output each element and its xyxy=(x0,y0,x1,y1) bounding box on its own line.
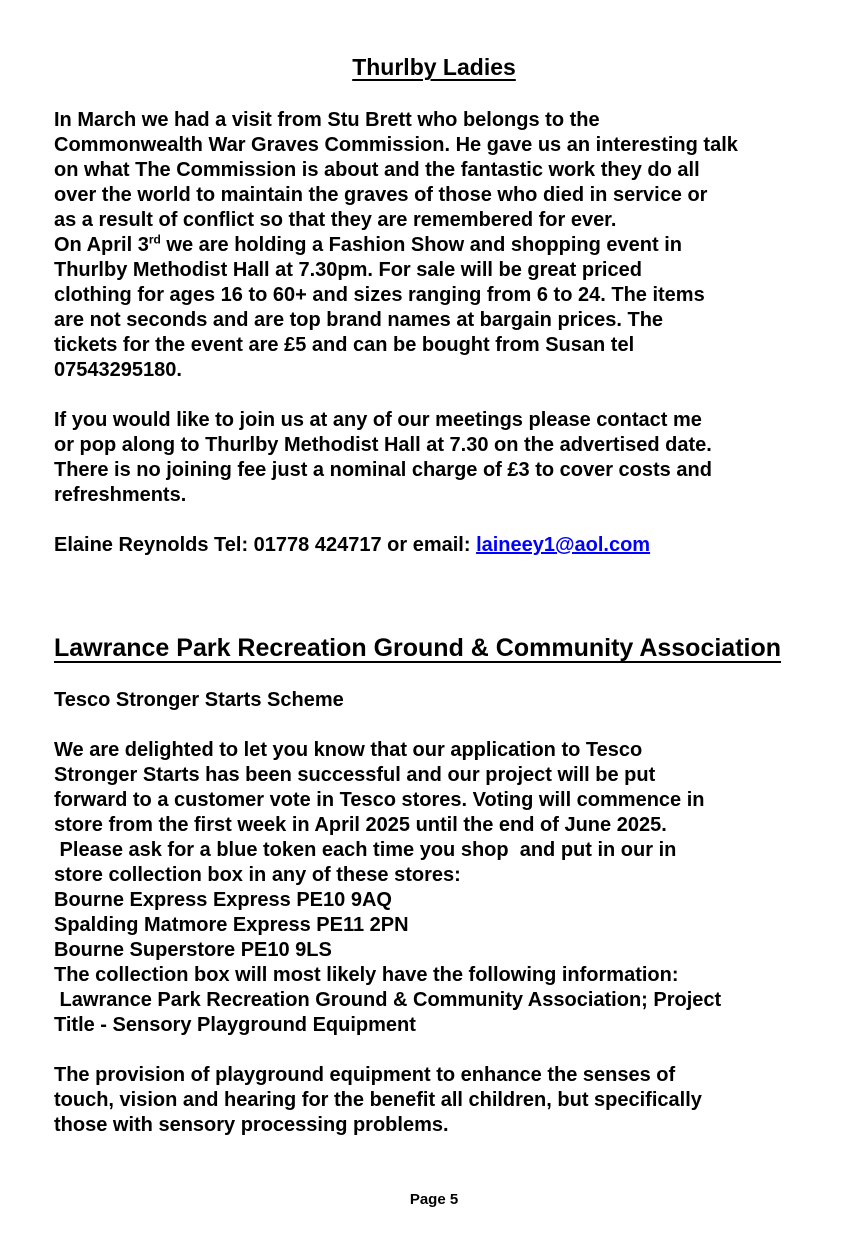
text-line: on what The Commission is about and the fantastic work they do all xyxy=(54,159,700,181)
paragraph-provision xyxy=(54,1063,814,1138)
text-line: The provision of playground equipment to enhance the senses of xyxy=(54,1064,676,1086)
text-line: those with sensory processing problems. xyxy=(54,1114,449,1136)
text-line: There is no joining fee just a nominal charge of £3 to cover costs and xyxy=(54,459,712,481)
text-line: over the world to maintain the graves of those who died in service or xyxy=(54,184,708,206)
text-line: The collection box will most likely have the following information: xyxy=(54,964,679,986)
tesco-scheme-subtitle: Tesco Stronger Starts Scheme xyxy=(54,689,344,711)
paragraph-tesco-scheme xyxy=(54,738,814,1038)
text-line: store from the first week in April 2025 until the end of June 2025. xyxy=(54,814,667,836)
text-line: Bourne Express Express PE10 9AQ xyxy=(54,889,392,911)
contact-text: Elaine Reynolds Tel: 01778 424717 or email: xyxy=(54,534,477,556)
page-content xyxy=(0,52,868,1210)
text-line: touch, vision and hearing for the benefit all children, but specifically xyxy=(54,1089,702,1111)
text-line: In March we had a visit from Stu Brett who belongs to the xyxy=(54,109,600,131)
text-line: 07543295180. xyxy=(54,359,182,381)
email-link[interactable]: laineey1@aol.com xyxy=(476,534,651,556)
text-line: are not seconds and are top brand names at bargain prices. The xyxy=(54,309,664,331)
text-line: tickets for the event are £5 and can be bought from Susan tel xyxy=(54,334,635,356)
text-line: or pop along to Thurlby Methodist Hall at 7.30 on the advertised date. xyxy=(54,434,712,456)
ordinal-suffix: rd xyxy=(148,232,161,247)
april-event-lines xyxy=(54,258,814,383)
paragraph-march-visit xyxy=(54,108,814,233)
text-line: Please ask for a blue token each time you shop and put in our in xyxy=(54,839,677,861)
text-line: Stronger Starts has been successful and our project will be put xyxy=(54,764,656,786)
paragraph-join-us xyxy=(54,408,814,508)
text-line: refreshments. xyxy=(54,484,187,506)
contact-line xyxy=(54,533,814,558)
paragraph-april-event xyxy=(54,233,814,383)
text-line: We are delighted to let you know that our application to Tesco xyxy=(54,739,643,761)
april-date-prefix: On April 3 xyxy=(54,234,149,256)
text-line: as a result of conflict so that they are remembered for ever. xyxy=(54,209,617,231)
text-line: Commonwealth War Graves Commission. He gave us an interesting talk xyxy=(54,134,738,156)
text-line: Title - Sensory Playground Equipment xyxy=(54,1014,416,1036)
text-line: Lawrance Park Recreation Ground & Community Association; Project xyxy=(54,989,722,1011)
thurlby-ladies-title: Thurlby Ladies xyxy=(352,54,516,80)
april-event-line-rest: we are holding a Fashion Show and shopping event in xyxy=(160,234,682,256)
text-line: clothing for ages 16 to 60+ and sizes ranging from 6 to 24. The items xyxy=(54,284,705,306)
lawrance-park-section-title: Lawrance Park Recreation Ground & Community Association xyxy=(54,634,782,662)
text-line: Thurlby Methodist Hall at 7.30pm. For sale will be great priced xyxy=(54,259,642,281)
april-event-first-line xyxy=(54,233,814,258)
text-line: forward to a customer vote in Tesco stores. Voting will commence in xyxy=(54,789,705,811)
text-line: Spalding Matmore Express PE11 2PN xyxy=(54,914,409,936)
text-line: store collection box in any of these stores: xyxy=(54,864,461,886)
text-line: If you would like to join us at any of our meetings please contact me xyxy=(54,409,702,431)
text-line: Bourne Superstore PE10 9LS xyxy=(54,939,332,961)
page-number: Page 5 xyxy=(409,1191,459,1208)
